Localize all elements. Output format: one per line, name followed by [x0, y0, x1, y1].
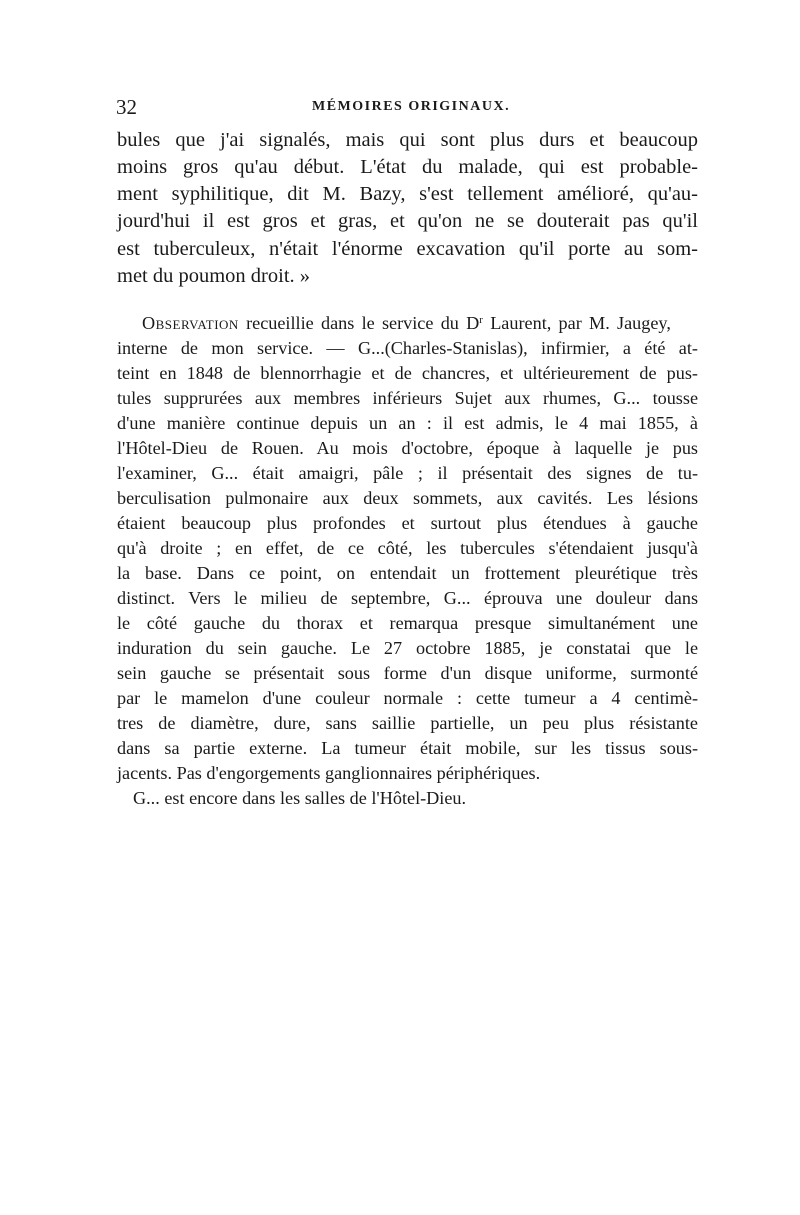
text-line: ment syphilitique, dit M. Bazy, s'est tellement amélioré, qu'au- [117, 183, 698, 205]
page-number: 32 [116, 95, 137, 119]
text-line: distinct. Vers le milieu de septembre, G... éprouva une douleur dans [117, 588, 699, 608]
observation-lead-middle: recueillie dans le service du D [238, 313, 480, 333]
text-line: sein gauche se présentait sous forme d'un disque uniforme, surmonté [117, 663, 699, 683]
text-line-final: G... est encore dans les salles de l'Hôtel-Dieu. [133, 788, 467, 808]
text-line: par le mamelon d'une couleur normale : cette tumeur a 4 centimè- [117, 688, 698, 708]
text-line: le côté gauche du thorax et remarqua presque simultanément une [117, 613, 698, 633]
text-line: interne de mon service. — G...(Charles-Stanislas), infirmier, a été at- [117, 338, 698, 358]
text-line: tres de diamètre, dure, sans saillie partielle, un peu plus résistante [117, 713, 698, 733]
text-line: met du poumon droit. » [117, 265, 311, 287]
text-line: induration du sein gauche. Le 27 octobre 1885, je constatai que le [117, 638, 699, 658]
observation-lead-end: Laurent, par M. Jaugey, [482, 313, 671, 333]
text-line: qu'à droite ; en effet, de ce côté, les tubercules s'étendaient jusqu'à [117, 538, 698, 558]
page-header [116, 95, 700, 125]
text-line: teint en 1848 de blennorrhagie et de chancres, et ultérieurement de pus- [117, 363, 698, 383]
text-line: tules supprurées aux membres inférieurs Sujet aux rhumes, G... tousse [117, 388, 699, 408]
text-line: d'une manière continue depuis un an : il est admis, le 4 mai 1855, à [117, 413, 698, 433]
text-line: étaient beaucoup plus profondes et surtout plus étendues à gauche [117, 513, 698, 533]
text-line: dans sa partie externe. La tumeur était mobile, sur les tissus sous- [117, 738, 699, 758]
doctor-abbrev-sup: r [479, 314, 483, 326]
observation-smallcaps: Observation [142, 313, 239, 333]
text-line-observation-lead [142, 314, 671, 332]
text-line: l'Hôtel-Dieu de Rouen. Au mois d'octobre, époque à laquelle je pus [117, 438, 699, 458]
text-line: est tuberculeux, n'était l'énorme excavation qu'il porte au som- [117, 238, 698, 260]
text-line: la base. Dans ce point, on entendait un frottement pleurétique très [117, 563, 698, 583]
text-line: jourd'hui il est gros et gras, et qu'on ne se douterait pas qu'il [117, 210, 698, 232]
running-title: MÉMOIRES ORIGINAUX. [312, 99, 511, 114]
text-line: berculisation pulmonaire aux deux sommets, aux cavités. Les lésions [117, 488, 699, 508]
text-line: moins gros qu'au début. L'état du malade, qui est probable- [117, 156, 699, 178]
text-line: l'examiner, G... était amaigri, pâle ; il présentait des signes de tu- [117, 463, 699, 483]
text-line: bules que j'ai signalés, mais qui sont plus durs et beaucoup [117, 129, 698, 151]
text-line: jacents. Pas d'engorgements ganglionnaires périphériques. [117, 763, 541, 783]
